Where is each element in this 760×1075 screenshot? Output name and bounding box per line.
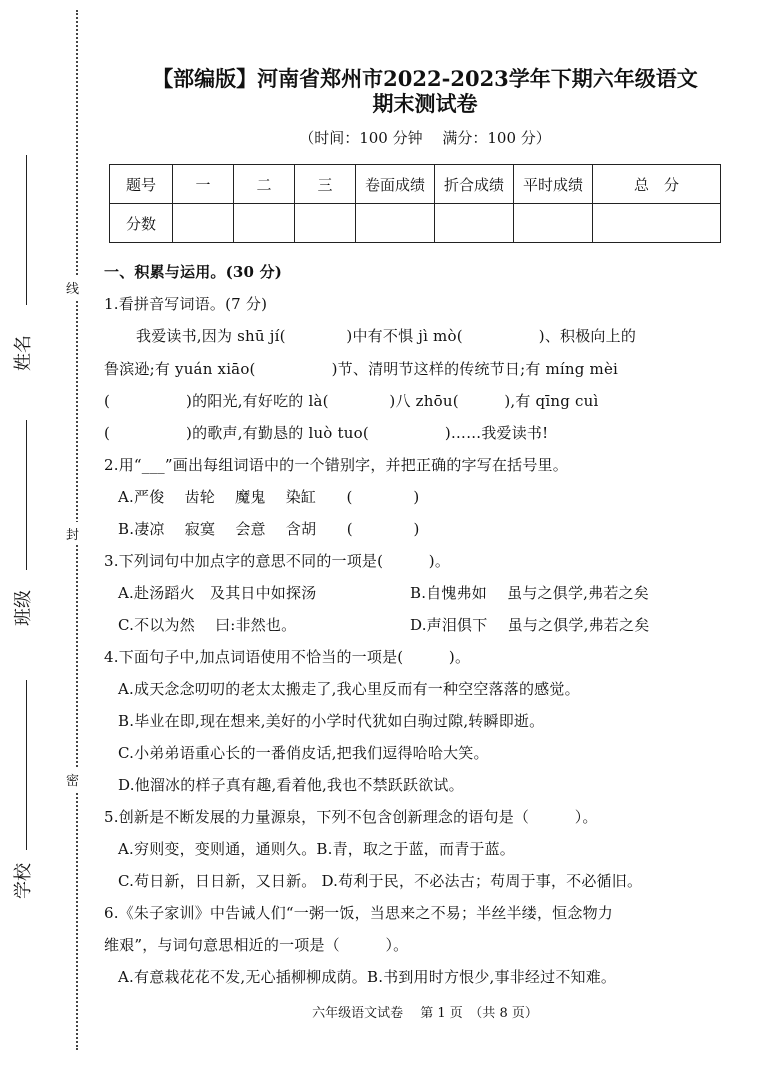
binding-char-feng: 封 xyxy=(66,522,79,545)
binding-char-xian: 线 xyxy=(66,276,79,299)
exam-subtitle: （时间：100 分钟 满分：100 分） xyxy=(299,129,551,147)
page-footer: 六年级语文试卷 第 1 页 （共 8 页） xyxy=(312,1006,538,1021)
score-header-cell: 三 xyxy=(295,165,356,204)
question-1-line: ( )的阳光,有好吃的 là( )八 zhōu( ),有 qīng cuì xyxy=(104,392,599,410)
score-cell[interactable] xyxy=(356,204,435,243)
section-heading: 一、积累与运用。(30 分) xyxy=(104,263,283,281)
score-cell[interactable] xyxy=(295,204,356,243)
option-d: D.声泪俱下 虽与之俱学,弗若之矣 xyxy=(410,616,650,634)
question-1-line: ( )的歌声,有勤恳的 luò tuo( )……我爱读书! xyxy=(104,424,549,442)
score-table-value-row xyxy=(110,204,721,243)
binding-char-mi: 密 xyxy=(66,768,79,791)
option-b: B.自愧弗如 虽与之俱学,弗若之矣 xyxy=(410,584,649,602)
score-header-cell: 卷面成绩 xyxy=(356,165,435,204)
question-5: 5.创新是不断发展的力量源泉，下列不包含创新理念的语句是（ ）。 xyxy=(104,808,598,826)
score-cell[interactable] xyxy=(593,204,721,243)
option-a: A.严俊 齿轮 魔鬼 染缸 ( ) xyxy=(118,488,420,506)
class-blank-line xyxy=(26,420,27,570)
name-label: 姓名 xyxy=(13,335,34,371)
score-cell[interactable] xyxy=(435,204,514,243)
option-c: C.不以为然 曰:非然也。 xyxy=(118,616,297,634)
exam-title-line2: 期末测试卷 xyxy=(372,91,478,116)
question-3: 3.下列词句中加点字的意思不同的一项是( )。 xyxy=(104,552,451,570)
options-c-d: C.苟日新，日日新，又日新。 D.苟利于民，不必法古；苟周于事，不必循旧。 xyxy=(118,872,643,890)
exam-title-line1: 【部编版】河南省郑州市2022-2023学年下期六年级语文 xyxy=(152,66,698,91)
options-a-b: A.穷则变，变则通，通则久。B.青，取之于蓝，而青于蓝。 xyxy=(118,840,515,858)
score-cell[interactable] xyxy=(514,204,593,243)
question-1-line: 鲁滨逊;有 yuán xiāo( )节、清明节这样的传统节日;有 míng mèi xyxy=(104,360,619,378)
score-table-header-row xyxy=(110,165,721,204)
option-d: D.他溜冰的样子真有趣,看着他,我也不禁跃跃欲试。 xyxy=(118,776,464,794)
options-a-b: A.有意栽花花不发,无心插柳柳成荫。B.书到用时方恨少,事非经过不知难。 xyxy=(118,968,617,986)
score-cell[interactable] xyxy=(173,204,234,243)
score-header-cell: 题号 xyxy=(110,165,173,204)
question-4: 4.下面句子中,加点词语使用不恰当的一项是( )。 xyxy=(104,648,471,666)
option-b: B.毕业在即,现在想来,美好的小学时代犹如白驹过隙,转瞬即逝。 xyxy=(118,712,545,730)
school-label: 学校 xyxy=(13,863,34,899)
question-6: 6.《朱子家训》中告诫人们“一粥一饭，当思来之不易；半丝半缕，恒念物力 xyxy=(104,904,613,922)
question-1: 1.看拼音写词语。(7 分) xyxy=(104,295,268,313)
option-b: B.凄凉 寂寞 会意 含胡 ( ) xyxy=(118,520,420,538)
question-2: 2.用“___”画出每组词语中的一个错别字，并把正确的字写在括号里。 xyxy=(104,456,568,474)
score-header-cell: 折合成绩 xyxy=(435,165,514,204)
score-header-cell: 总 分 xyxy=(593,165,721,204)
name-blank-line xyxy=(26,155,27,305)
score-header-cell: 平时成绩 xyxy=(514,165,593,204)
school-blank-line xyxy=(26,680,27,850)
option-c: C.小弟弟语重心长的一番俏皮话,把我们逗得哈哈大笑。 xyxy=(118,744,489,762)
question-1-line: 我爱读书,因为 shū jí( )中有不惧 jì mò( )、积极向上的 xyxy=(136,327,637,345)
score-header-cell: 二 xyxy=(234,165,295,204)
score-cell[interactable] xyxy=(234,204,295,243)
question-6-line: 维艰”，与词句意思相近的一项是（ ）。 xyxy=(104,936,409,954)
score-header-cell: 一 xyxy=(173,165,234,204)
score-table xyxy=(109,164,721,243)
option-a: A.赴汤蹈火 及其日中如探汤 xyxy=(118,584,317,602)
score-row-label: 分数 xyxy=(110,204,173,243)
class-label: 班级 xyxy=(13,590,34,626)
option-a: A.成天念念叨叨的老太太搬走了,我心里反而有一种空空落落的感觉。 xyxy=(118,680,580,698)
